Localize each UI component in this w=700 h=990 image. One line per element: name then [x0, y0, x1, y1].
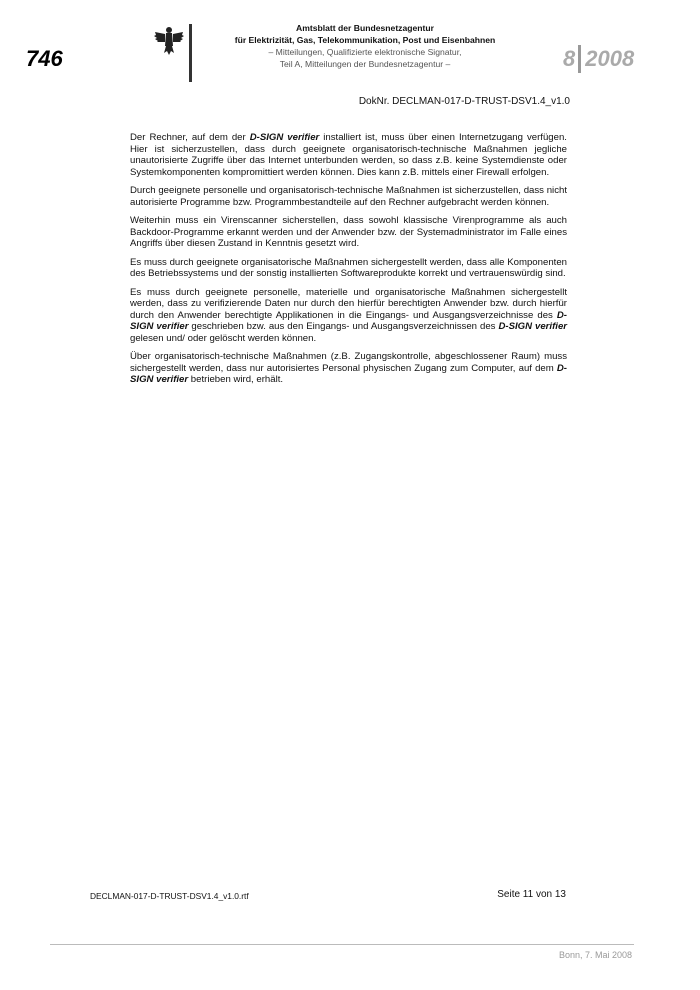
paragraph: Durch geeignete personelle und organisatorisch-technische Maßnahmen ist sicherzustellen, dass nicht autorisierte Programme bzw. Programmbestandteile auf den Rechner aufgebracht werden können.: [130, 185, 567, 208]
product-name: D-SIGN verifier: [130, 362, 567, 385]
document-number: DokNr. DECLMAN-017-D-TRUST-DSV1.4_v1.0: [358, 96, 570, 107]
product-name: D-SIGN verifier: [498, 321, 568, 332]
paragraph-text: Der Rechner, auf dem der: [130, 132, 250, 143]
issue-year: 2008: [585, 46, 635, 71]
footer-divider: [50, 944, 634, 945]
paragraph: [130, 287, 567, 345]
gazette-header: [200, 22, 530, 70]
issue-label: [563, 44, 634, 74]
paragraph-text: geschrieben bzw. aus den Eingangs- und Ausgangsverzeichnissen des: [188, 321, 499, 332]
gazette-subtitle-line2: Teil A, Mitteilungen der Bundesnetzagentur –: [279, 59, 451, 69]
header-divider: [189, 24, 192, 82]
issue-divider: [578, 45, 581, 73]
gazette-title-line2: für Elektrizität, Gas, Telekommunikation, Post und Eisenbahnen: [234, 35, 496, 45]
federal-eagle-icon: [152, 24, 186, 58]
paragraph-text: installiert ist, muss über einen Internetzugang verfügen. Hier ist sicherzustellen, dass durch geeignete organisatorisch-technische Maßnahmen jegliche unautorisierte Zugriffe über das Internet unterbunden werden, so dass z.B. keine Systemdienste oder Systemkomponenten kompromittiert werden können. Dies kann z.B. mittels einer Firewall erfolgen.: [130, 132, 567, 178]
footer-file-name: DECLMAN-017-D-TRUST-DSV1.4_v1.0.rtf: [90, 891, 249, 901]
paragraph: Es muss durch geeignete organisatorische Maßnahmen sichergestellt werden, dass alle Komponenten des Betriebssystems und der sonstig installierten Softwareprodukte korrekt und vertrauenswürdig sind.: [130, 256, 567, 279]
issue-number: 8: [563, 46, 576, 71]
product-name: D-SIGN verifier: [130, 309, 567, 332]
paragraph-text: gelesen und/ oder gelöscht werden können.: [130, 332, 317, 344]
document-body: [130, 132, 567, 393]
paragraph-text: Es muss durch geeignete personelle, materielle und organisatorische Maßnahmen sichergestellt werden, dass zu verifizierende Daten nur durch den hierfür berechtigten Anwender bzw. durch hierfür durch den Anwender berechtigte Applikationen in die Eingangs- und Ausgangsverzeichnisse des: [130, 286, 567, 321]
gazette-subtitle-line1: – Mitteilungen, Qualifizierte elektronische Signatur,: [268, 47, 462, 57]
paragraph-text: betrieben wird, erhält.: [188, 374, 284, 385]
footer-page-info: Seite 11 von 13: [497, 889, 566, 900]
product-name: D-SIGN verifier: [249, 132, 320, 143]
footer-date: Bonn, 7. Mai 2008: [558, 950, 632, 960]
paragraph: [130, 351, 567, 386]
paragraph-text: Über organisatorisch-technische Maßnahmen (z.B. Zugangskontrolle, abgeschlossener Raum) muss sichergestellt werden, dass nur autorisiertes Personal physischen Zugang zum Computer, auf dem: [130, 351, 567, 374]
paragraph: [130, 132, 567, 178]
gazette-title-line1: Amtsblatt der Bundesnetzagentur: [296, 23, 434, 33]
page-number: 746: [26, 46, 63, 71]
paragraph: Weiterhin muss ein Virenscanner sicherstellen, dass sowohl klassische Virenprogramme als auch Backdoor-Programme erkannt werden und der Anwender bzw. der Systemadministrator im Falle eines Angriffs über diesen Zustand in Kenntnis gesetzt wird.: [130, 215, 567, 249]
